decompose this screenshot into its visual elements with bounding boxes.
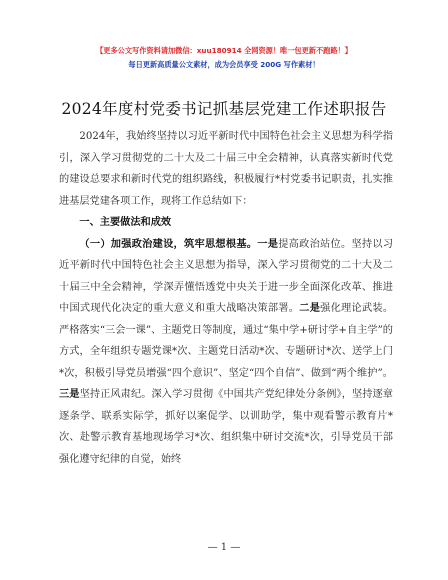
point-two-label: 二是 [299,302,321,314]
subsection-heading: （一）加强政治建设，筑牢思想根基。 [79,237,258,250]
point-three-label: 三是 [59,388,80,400]
promo-banner-line-1: 【更多公文写作资料请加微信：xuu180914 全网资源！唯一包更新不跑路！】 [96,46,352,55]
intro-paragraph: 2024年，我始终坚持以习近平新时代中国特色社会主义思想为科学指引，深入学习贯彻党的二十大及二十届三中全会精神，认真落实新时代党的建设总要求和新时代党的组织路线，积极履行*村党委书记职责，扎实推进基层党建各项工作，现将工作总结如下： [59,131,393,207]
point-one-label: 一是 [257,237,279,250]
subsection-paragraph [59,234,393,471]
promo-banner-line-2: 每日更新高质量公文素材，成为会员享受 200G 写作素材！ [128,60,320,69]
point-two-text: 强化理论武装。严格落实“三会一课”、主题党日等制度，通过“集中学+研讨学+自主学”的方式，全年组织专题党课*次、主题党日活动*次、专题研讨*次、送学上门*次，积极引导党员增强“四个意识”、坚定“四个自信”、做到“两个维护”。 [59,303,394,379]
point-three-text: 坚持正风肃纪。深入学习贯彻《中国共产党纪律处分条例》，坚持逐章逐条学、联系实际学，抓好以案促学、以训助学，集中观看警示教育片*次、赴警示教育基地现场学习*次、组织集中研讨交流*次，引导党员干部强化遵守纪律的自觉，始终 [59,389,393,465]
document-title: 2024年度村党委书记抓基层党建工作述职报告 [61,100,387,118]
page-number: — 1 — [207,542,241,553]
section-heading: 一、主要做法和成效 [79,217,172,228]
point-one-text: 提高政治站位。坚持以习近平新时代中国特色社会主义思想为指导，深入学习贯彻党的二十大及二十届三中全会精神，学深弄懂悟透党中央关于进一步全面深化改革、推进中国式现代化决定的重大意义和重大战略决策部署。 [59,238,394,314]
document-body [59,126,393,470]
